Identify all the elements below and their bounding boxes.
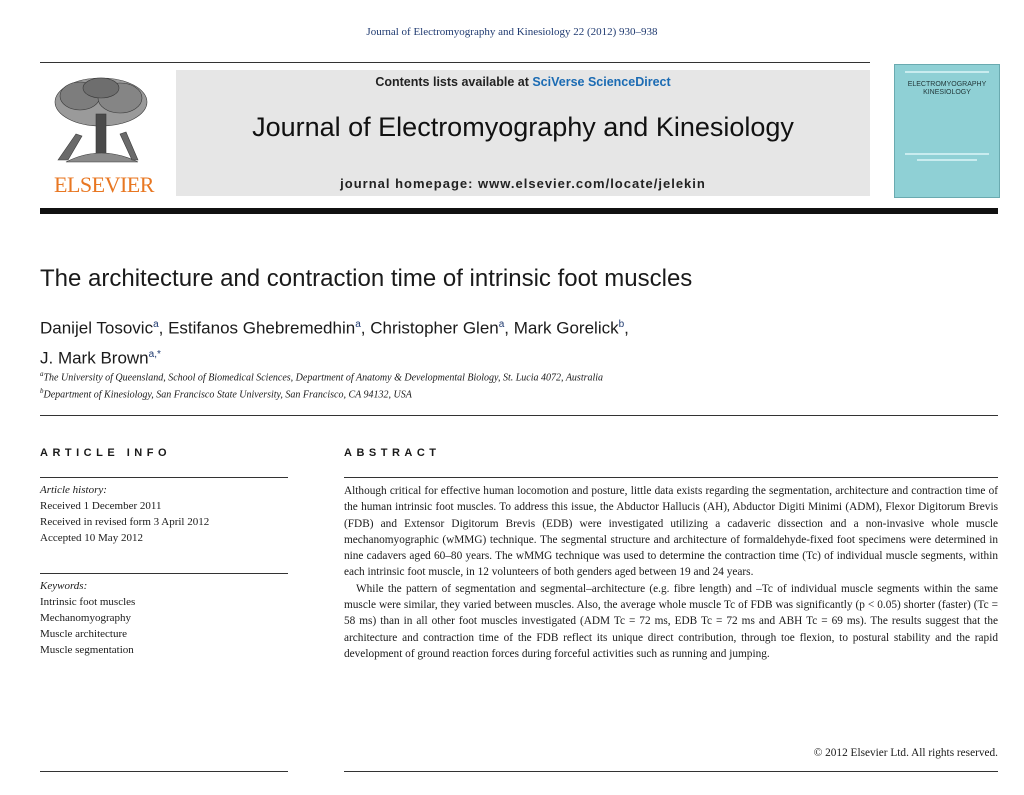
keywords-label: Keywords: xyxy=(40,580,88,592)
author-affiliation-mark: a xyxy=(355,319,361,330)
affiliation-text: Department of Kinesiology, San Francisco State University, San Francisco, CA 94132, USA xyxy=(43,389,412,401)
cover-decoration xyxy=(905,153,989,155)
article-info-heading: ARTICLE INFO xyxy=(40,447,171,459)
keyword-item: Muscle segmentation xyxy=(40,644,134,656)
abstract-paragraph: Although critical for effective human locomotion and posture, little data exists regarding the segmentation, architecture and contraction time of the human intrinsic foot muscles. To address this issue, the Abductor Hallucis (AH), Abductor Digiti Minimi (ADM), Flexor Digitorum Brevis (FDB) and Extensor Digitorum Brevis (EDB) were investigated utilizing a cadaveric dissection and a non-invasive whole muscle mechanomyographic (wMMG) technique. The segmental structure and architecture of formaldehyde-fixed foot specimens were determined in nine cadavers aged 60–80 years. The wMMG technique was used to determine the contraction time (Tc) of individual muscle segments, within each intrinsic foot muscle, in 12 volunteers of both genders aged between 19 and 24 years. xyxy=(344,485,998,579)
cover-decoration xyxy=(917,159,977,161)
author-list xyxy=(40,312,980,371)
author-name[interactable]: Danijel Tosovic xyxy=(40,318,154,338)
abstract-rule xyxy=(344,477,998,478)
author-name[interactable]: Estifanos Ghebremedhin xyxy=(168,318,356,338)
abstract-heading: ABSTRACT xyxy=(344,447,441,459)
journal-cover-thumbnail[interactable] xyxy=(894,64,1000,198)
author-separator: , xyxy=(158,318,169,338)
history-entry: Received 1 December 2011 xyxy=(40,500,162,512)
copyright-notice: © 2012 Elsevier Ltd. All rights reserved. xyxy=(813,747,998,759)
contents-available-line xyxy=(176,75,870,89)
history-label: Article history: xyxy=(40,484,107,496)
author-affiliation-mark: a,* xyxy=(148,348,161,360)
journal-homepage[interactable]: journal homepage: www.elsevier.com/locate/jelekin xyxy=(340,176,706,191)
journal-banner xyxy=(176,70,870,196)
keyword-item: Intrinsic foot muscles xyxy=(40,596,136,608)
author-separator: , xyxy=(624,318,629,338)
abstract-body xyxy=(344,483,998,662)
keywords xyxy=(40,578,288,658)
article-info-rule xyxy=(40,477,288,478)
keywords-rule xyxy=(40,573,288,574)
history-entry: Accepted 10 May 2012 xyxy=(40,532,143,544)
elsevier-tree-icon xyxy=(46,74,156,166)
article-title: The architecture and contraction time of intrinsic foot muscles xyxy=(40,265,693,292)
header-bottom-rule xyxy=(40,208,998,214)
cover-title-line: ELECTROMYOGRAPHY xyxy=(907,81,987,88)
affiliation-a xyxy=(40,370,980,383)
abstract-paragraph: While the pattern of segmentation and segmental–architecture (e.g. fibre length) and –Tc of individual muscle segments within the same muscle were similar, they varied between muscles. Also, the average whole muscle Tc of FDB was significantly (p < 0.05) shorter (faster) (Tc = 58 ms) than in all other foot muscles investigated (ADM Tc = 72 ms, EDB Tc = 72 ms and ABH Tc = 69 ms). The results suggest that the architecture and contraction time of the FDB reflect its unique direct contribution, through toe flexion, to postural stability and the rapid development of ground reaction forces during forceful activities such as running and jumping. xyxy=(344,582,998,660)
elsevier-wordmark: ELSEVIER xyxy=(54,172,154,197)
keyword-item: Muscle architecture xyxy=(40,628,128,640)
author-name[interactable]: J. Mark Brown xyxy=(40,348,149,368)
author-affiliation-mark: a xyxy=(498,319,505,330)
keyword-item: Mechanomyography xyxy=(40,612,132,624)
cover-title xyxy=(895,81,999,97)
affiliation-mark: a xyxy=(40,370,44,378)
header-top-rule xyxy=(40,62,870,63)
cover-title-line: KINESIOLOGY xyxy=(923,89,971,96)
section-divider xyxy=(40,415,998,416)
affiliation-text: The University of Queensland, School of Biomedical Sciences, Department of Anatomy & Developmental Biology, St. Lucia 4072, Australia xyxy=(43,372,604,384)
affiliation-b xyxy=(40,387,980,400)
author-affiliation-mark: a xyxy=(153,319,159,330)
author-separator: , xyxy=(360,318,371,338)
elsevier-logo[interactable] xyxy=(40,68,168,198)
journal-name: Journal of Electromyography and Kinesiology xyxy=(252,112,794,142)
author-name[interactable]: Christopher Glen xyxy=(370,318,499,338)
contents-prefix: Contents lists available at xyxy=(375,75,533,89)
sciencedirect-link[interactable]: SciVerse ScienceDirect xyxy=(532,75,671,89)
author-separator: , xyxy=(504,318,514,338)
article-history xyxy=(40,482,288,546)
author-name[interactable]: Mark Gorelick xyxy=(513,318,619,338)
author-affiliation-mark: b xyxy=(618,319,625,330)
journal-citation: Journal of Electromyography and Kinesiology 22 (2012) 930–938 xyxy=(366,26,658,38)
abstract-bottom-rule xyxy=(344,771,998,772)
cover-decoration xyxy=(905,71,989,73)
affiliation-mark: b xyxy=(40,387,44,395)
history-entry: Received in revised form 3 April 2012 xyxy=(40,516,210,528)
article-info-bottom-rule xyxy=(40,771,288,772)
